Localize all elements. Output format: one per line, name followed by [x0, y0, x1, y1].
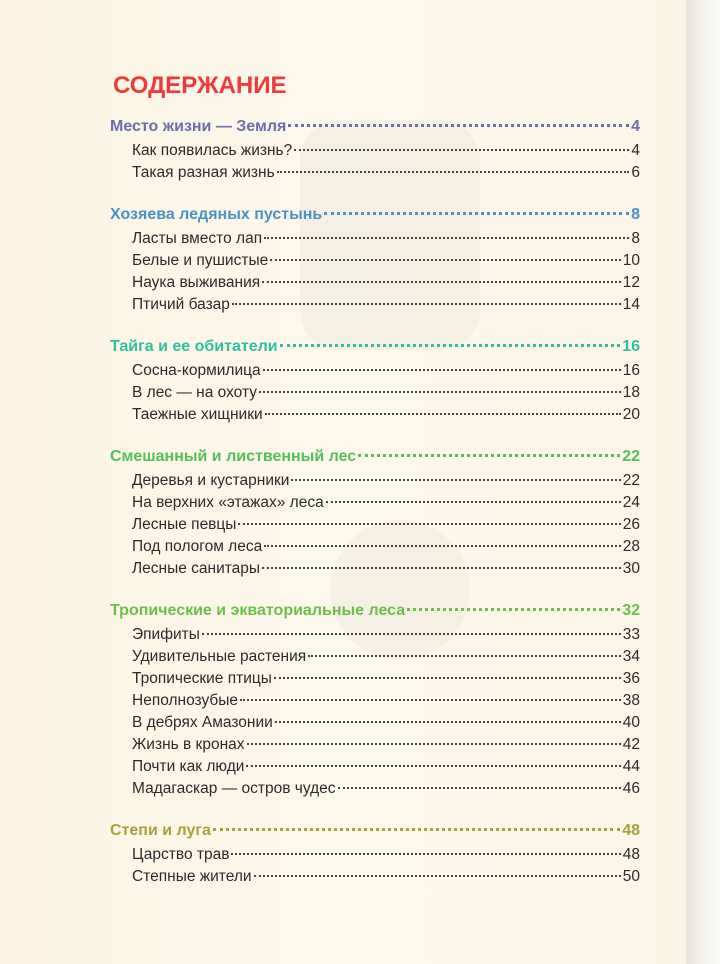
entry-page-number: 34 — [622, 648, 640, 665]
entry-title: Неполнозубые — [132, 692, 239, 709]
entry-title: Птичий базар — [132, 296, 230, 313]
entry-page-number: 12 — [622, 274, 640, 291]
section-heading[interactable] — [110, 206, 640, 230]
entry-page-number: 20 — [622, 406, 640, 423]
entry-page-number: 18 — [622, 384, 640, 401]
entry-title: Таежные хищники — [132, 406, 263, 423]
entry-page-number: 46 — [622, 780, 640, 797]
dot-leader — [263, 369, 621, 371]
toc-section — [110, 822, 640, 890]
entry-page-number: 16 — [622, 362, 640, 379]
toc-entry[interactable] — [110, 714, 640, 736]
toc-entry[interactable] — [110, 516, 640, 538]
entry-page-number: 24 — [622, 494, 640, 511]
section-page-number: 4 — [631, 118, 640, 135]
entry-page-number: 48 — [622, 846, 640, 863]
entry-page-number: 40 — [622, 714, 640, 731]
section-page-number: 32 — [622, 602, 640, 619]
toc-entry[interactable] — [110, 560, 640, 582]
entry-page-number: 42 — [622, 736, 640, 753]
dot-leader — [358, 454, 620, 457]
toc-entry[interactable] — [110, 648, 640, 670]
toc-entry[interactable] — [110, 472, 640, 494]
entry-title: На верхних «этажах» леса — [132, 494, 324, 511]
dot-leader — [288, 124, 629, 127]
toc-entry[interactable] — [110, 670, 640, 692]
dot-leader — [294, 149, 629, 151]
toc-entry[interactable] — [110, 846, 640, 868]
dot-leader — [213, 828, 620, 831]
entry-title: Мадагаскар — остров чудес — [132, 780, 336, 797]
section-title: Степи и луга — [110, 822, 211, 839]
table-of-contents — [110, 118, 640, 910]
toc-entry[interactable] — [110, 626, 640, 648]
entry-title: Как появилась жизнь? — [132, 142, 293, 159]
dot-leader — [280, 344, 621, 347]
entry-title: Под пологом леса — [132, 538, 263, 555]
dot-leader — [264, 237, 629, 239]
toc-entry[interactable] — [110, 296, 640, 318]
toc-entry[interactable] — [110, 758, 640, 780]
section-page-number: 16 — [622, 338, 640, 355]
toc-entry[interactable] — [110, 868, 640, 890]
entry-page-number: 6 — [631, 164, 640, 181]
dot-leader — [274, 677, 621, 679]
section-title: Смешанный и лиственный лес — [110, 448, 357, 465]
toc-entry[interactable] — [110, 406, 640, 428]
entry-title: Удивительные растения — [132, 648, 307, 665]
page-edge — [686, 0, 720, 964]
toc-section — [110, 338, 640, 428]
dot-leader — [265, 413, 621, 415]
dot-leader — [338, 787, 621, 789]
toc-entry[interactable] — [110, 494, 640, 516]
toc-entry[interactable] — [110, 252, 640, 274]
entry-title: Сосна-кормилица — [132, 362, 261, 379]
entry-page-number: 36 — [622, 670, 640, 687]
dot-leader — [262, 281, 621, 283]
entry-title: Степные жители — [132, 868, 252, 885]
entry-page-number: 26 — [622, 516, 640, 533]
toc-section — [110, 602, 640, 802]
section-heading[interactable] — [110, 118, 640, 142]
section-heading[interactable] — [110, 338, 640, 362]
entry-title: Наука выживания — [132, 274, 261, 291]
entry-title: Белые и пушистые — [132, 252, 269, 269]
dot-leader — [231, 853, 620, 855]
entry-title: Жизнь в кронах — [132, 736, 245, 753]
entry-page-number: 33 — [622, 626, 640, 643]
toc-entry[interactable] — [110, 538, 640, 560]
section-title: Тайга и ее обитатели — [110, 338, 278, 355]
contents-title: СОДЕРЖАНИЕ — [113, 72, 287, 99]
toc-entry[interactable] — [110, 736, 640, 758]
section-heading[interactable] — [110, 448, 640, 472]
section-page-number: 48 — [622, 822, 640, 839]
toc-entry[interactable] — [110, 274, 640, 296]
section-page-number: 8 — [631, 206, 640, 223]
entry-page-number: 14 — [622, 296, 640, 313]
toc-section — [110, 118, 640, 186]
entry-title: Лесные певцы — [132, 516, 237, 533]
entry-title: Тропические птицы — [132, 670, 272, 687]
section-title: Место жизни — Земля — [110, 118, 287, 135]
dot-leader — [324, 212, 629, 215]
entry-title: Царство трав — [132, 846, 230, 863]
dot-leader — [254, 875, 621, 877]
entry-page-number: 38 — [622, 692, 640, 709]
dot-leader — [246, 765, 620, 767]
section-title: Хозяева ледяных пустынь — [110, 206, 323, 223]
dot-leader — [232, 303, 621, 305]
entry-page-number: 30 — [622, 560, 640, 577]
entry-title: Эпифиты — [132, 626, 200, 643]
entry-page-number: 50 — [622, 868, 640, 885]
entry-title: Лесные санитары — [132, 560, 261, 577]
dot-leader — [264, 545, 621, 547]
entry-title: Такая разная жизнь — [132, 164, 275, 181]
toc-entry[interactable] — [110, 164, 640, 186]
dot-leader — [238, 523, 620, 525]
toc-entry[interactable] — [110, 362, 640, 384]
entry-page-number: 44 — [622, 758, 640, 775]
dot-leader — [277, 171, 630, 173]
entry-title: Ласты вместо лап — [132, 230, 263, 247]
section-title: Тропические и экваториальные леса — [110, 602, 406, 619]
entry-page-number: 10 — [622, 252, 640, 269]
toc-section — [110, 206, 640, 318]
dot-leader — [247, 743, 621, 745]
toc-entry[interactable] — [110, 384, 640, 406]
dot-leader — [202, 633, 621, 635]
dot-leader — [291, 479, 620, 481]
dot-leader — [308, 655, 621, 657]
dot-leader — [262, 567, 621, 569]
entry-page-number: 28 — [622, 538, 640, 555]
entry-title: Почти как люди — [132, 758, 245, 775]
dot-leader — [259, 391, 621, 393]
dot-leader — [240, 699, 621, 701]
section-heading[interactable] — [110, 602, 640, 626]
toc-section — [110, 448, 640, 582]
toc-entry[interactable] — [110, 692, 640, 714]
dot-leader — [407, 608, 620, 611]
toc-entry[interactable] — [110, 142, 640, 164]
dot-leader — [275, 721, 621, 723]
entry-title: В дебрях Амазонии — [132, 714, 273, 731]
entry-page-number: 8 — [631, 230, 640, 247]
entry-title: В лес — на охоту — [132, 384, 257, 401]
dot-leader — [326, 501, 621, 503]
toc-entry[interactable] — [110, 780, 640, 802]
section-heading[interactable] — [110, 822, 640, 846]
section-page-number: 22 — [622, 448, 640, 465]
entry-page-number: 4 — [631, 142, 640, 159]
toc-entry[interactable] — [110, 230, 640, 252]
dot-leader — [270, 259, 621, 261]
entry-title: Деревья и кустарники — [132, 472, 290, 489]
entry-page-number: 22 — [622, 472, 640, 489]
